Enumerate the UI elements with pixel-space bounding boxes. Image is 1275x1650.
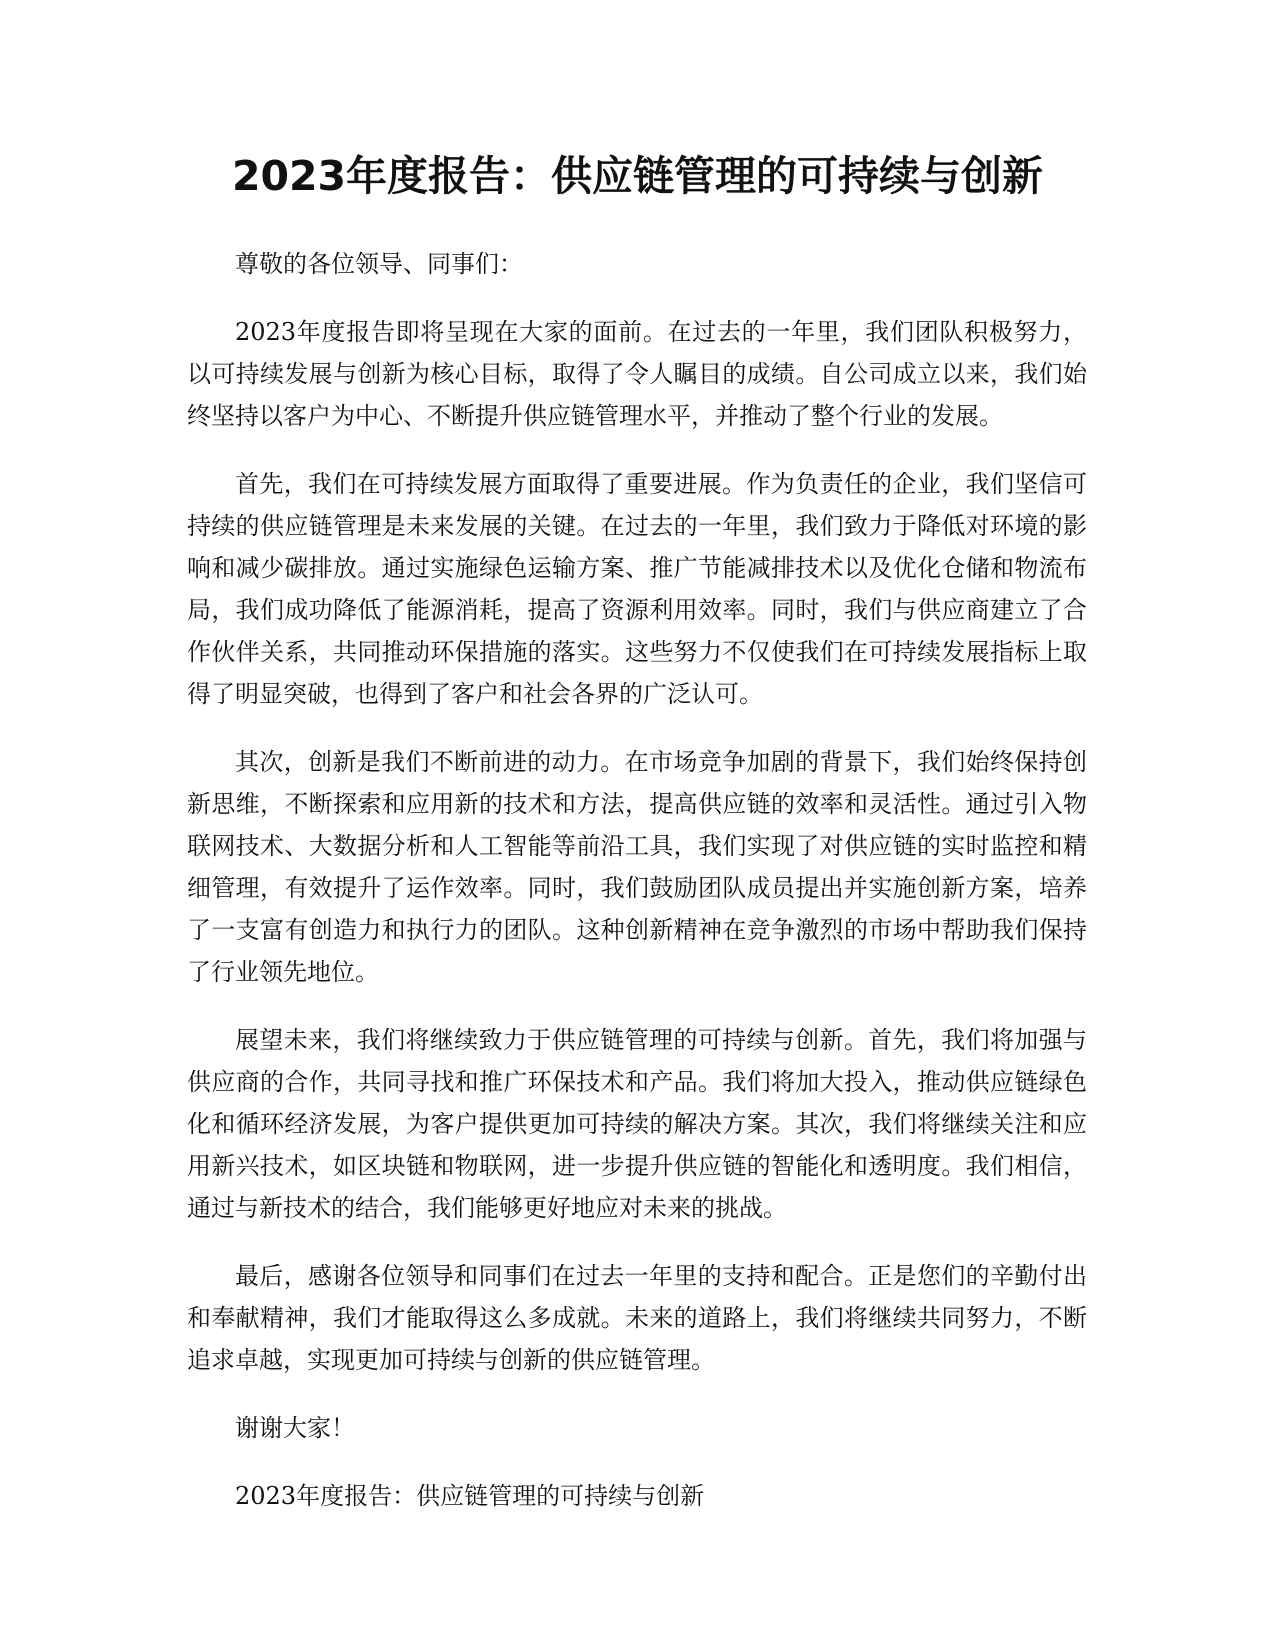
- greeting-paragraph: 尊敬的各位领导、同事们：: [235, 250, 523, 278]
- footer-title-paragraph: 2023年度报告：供应链管理的可持续与创新: [235, 1482, 705, 1510]
- sustainability-paragraph: 首先，我们在可持续发展方面取得了重要进展。作为负责任的企业，我们坚信可持续的供应链管理是未来发展的关键。在过去的一年里，我们致力于降低对环境的影响和减少碳排放。通过实施绿色运输方案、推广节能减排技术以及优化仓储和物流布局，我们成功降低了能源消耗，提高了资源利用效率。同时，我们与供应商建立了合作伙伴关系，共同推动环保措施的落实。这些努力不仅使我们在可持续发展指标上取得了明显突破，也得到了客户和社会各界的广泛认可。: [187, 470, 1087, 708]
- closing-paragraph: 谢谢大家！: [235, 1414, 355, 1442]
- outlook-paragraph: 展望未来，我们将继续致力于供应链管理的可持续与创新。首先，我们将加强与供应商的合作，共同寻找和推广环保技术和产品。我们将加大投入，推动供应链绿色化和循环经济发展，为客户提供更加可持续的解决方案。其次，我们将继续关注和应用新兴技术，如区块链和物联网，进一步提升供应链的智能化和透明度。我们相信，通过与新技术的结合，我们能够更好地应对未来的挑战。: [187, 1026, 1087, 1222]
- thanks-paragraph: 最后，感谢各位领导和同事们在过去一年里的支持和配合。正是您们的辛勤付出和奉献精神，我们才能取得这么多成就。未来的道路上，我们将继续共同努力，不断追求卓越，实现更加可持续与创新的供应链管理。: [187, 1262, 1087, 1374]
- innovation-paragraph: 其次，创新是我们不断前进的动力。在市场竞争加剧的背景下，我们始终保持创新思维，不断探索和应用新的技术和方法，提高供应链的效率和灵活性。通过引入物联网技术、大数据分析和人工智能等前沿工具，我们实现了对供应链的实时监控和精细管理，有效提升了运作效率。同时，我们鼓励团队成员提出并实施创新方案，培养了一支富有创造力和执行力的团队。这种创新精神在竞争激烈的市场中帮助我们保持了行业领先地位。: [187, 748, 1087, 986]
- intro-paragraph: 2023年度报告即将呈现在大家的面前。在过去的一年里，我们团队积极努力，以可持续发展与创新为核心目标，取得了令人瞩目的成绩。自公司成立以来，我们始终坚持以客户为中心、不断提升供应链管理水平，并推动了整个行业的发展。: [187, 318, 1087, 430]
- document-title: 2023年度报告：供应链管理的可持续与创新: [231, 152, 1044, 200]
- document-body: [187, 243, 1087, 1543]
